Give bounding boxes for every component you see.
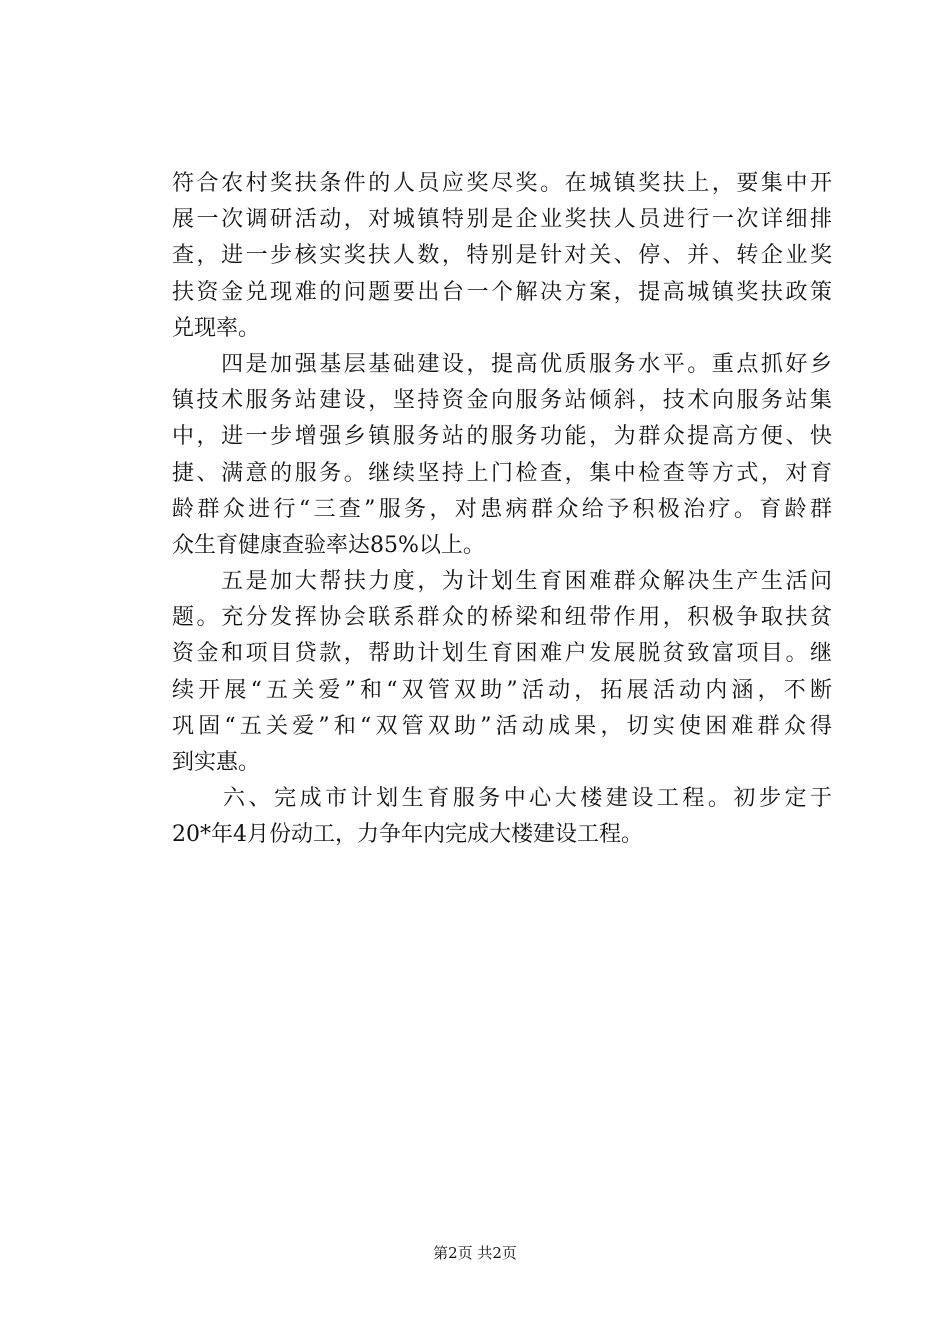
text-line: 符合农村奖扶条件的人员应奖尽奖。在城镇奖扶上，要集中开 [172, 171, 832, 196]
text-line: 20*年4月份动工，力争年内完成大楼建设工程。 [172, 822, 643, 848]
text-line: 众生育健康查验率达85%以上。 [172, 532, 485, 558]
page-footer [0, 1243, 950, 1263]
text-line: 资金和项目贷款，帮助计划生育困难户发展脱贫致富项目。继 [172, 641, 832, 667]
text-line: 四是加强基层基础建设，提高优质服务水平。重点抓好乡 [172, 351, 832, 377]
text-line: 六、完成市计划生育服务中心大楼建设工程。初步定于 [172, 786, 832, 812]
text-line: 五是加大帮扶力度，为计划生育困难群众解决生产生活问 [172, 569, 832, 595]
text-line: 题。充分发挥协会联系群众的桥梁和纽带作用，积极争取扶贫 [172, 605, 832, 631]
text-line: 到实惠。 [172, 750, 261, 775]
document-body [172, 166, 832, 854]
text-line: 展一次调研活动，对城镇特别是企业奖扶人员进行一次详细排 [172, 207, 832, 233]
text-line: 巩固“五关爱”和“双管双助”活动成果，切实使困难群众得 [172, 713, 832, 739]
text-line: 续开展“五关爱”和“双管双助”活动，拓展活动内涵，不断 [172, 677, 832, 703]
text-line: 扶资金兑现难的问题要出台一个解决方案，提高城镇奖扶政策 [172, 279, 832, 305]
page-number-label: 第2页 共2页 [433, 1244, 517, 1262]
text-line: 兑现率。 [172, 315, 261, 341]
text-line: 捷、满意的服务。继续坚持上门检查，集中检查等方式，对育 [172, 460, 832, 486]
text-line: 中，进一步增强乡镇服务站的服务功能，为群众提高方便、快 [172, 424, 832, 450]
text-line: 龄群众进行“三查”服务，对患病群众给予积极治疗。育龄群 [172, 496, 832, 522]
text-line: 镇技术服务站建设，坚持资金向服务站倾斜，技术向服务站集 [172, 388, 832, 414]
text-line: 查，进一步核实奖扶人数，特别是针对关、停、并、转企业奖 [172, 243, 832, 269]
